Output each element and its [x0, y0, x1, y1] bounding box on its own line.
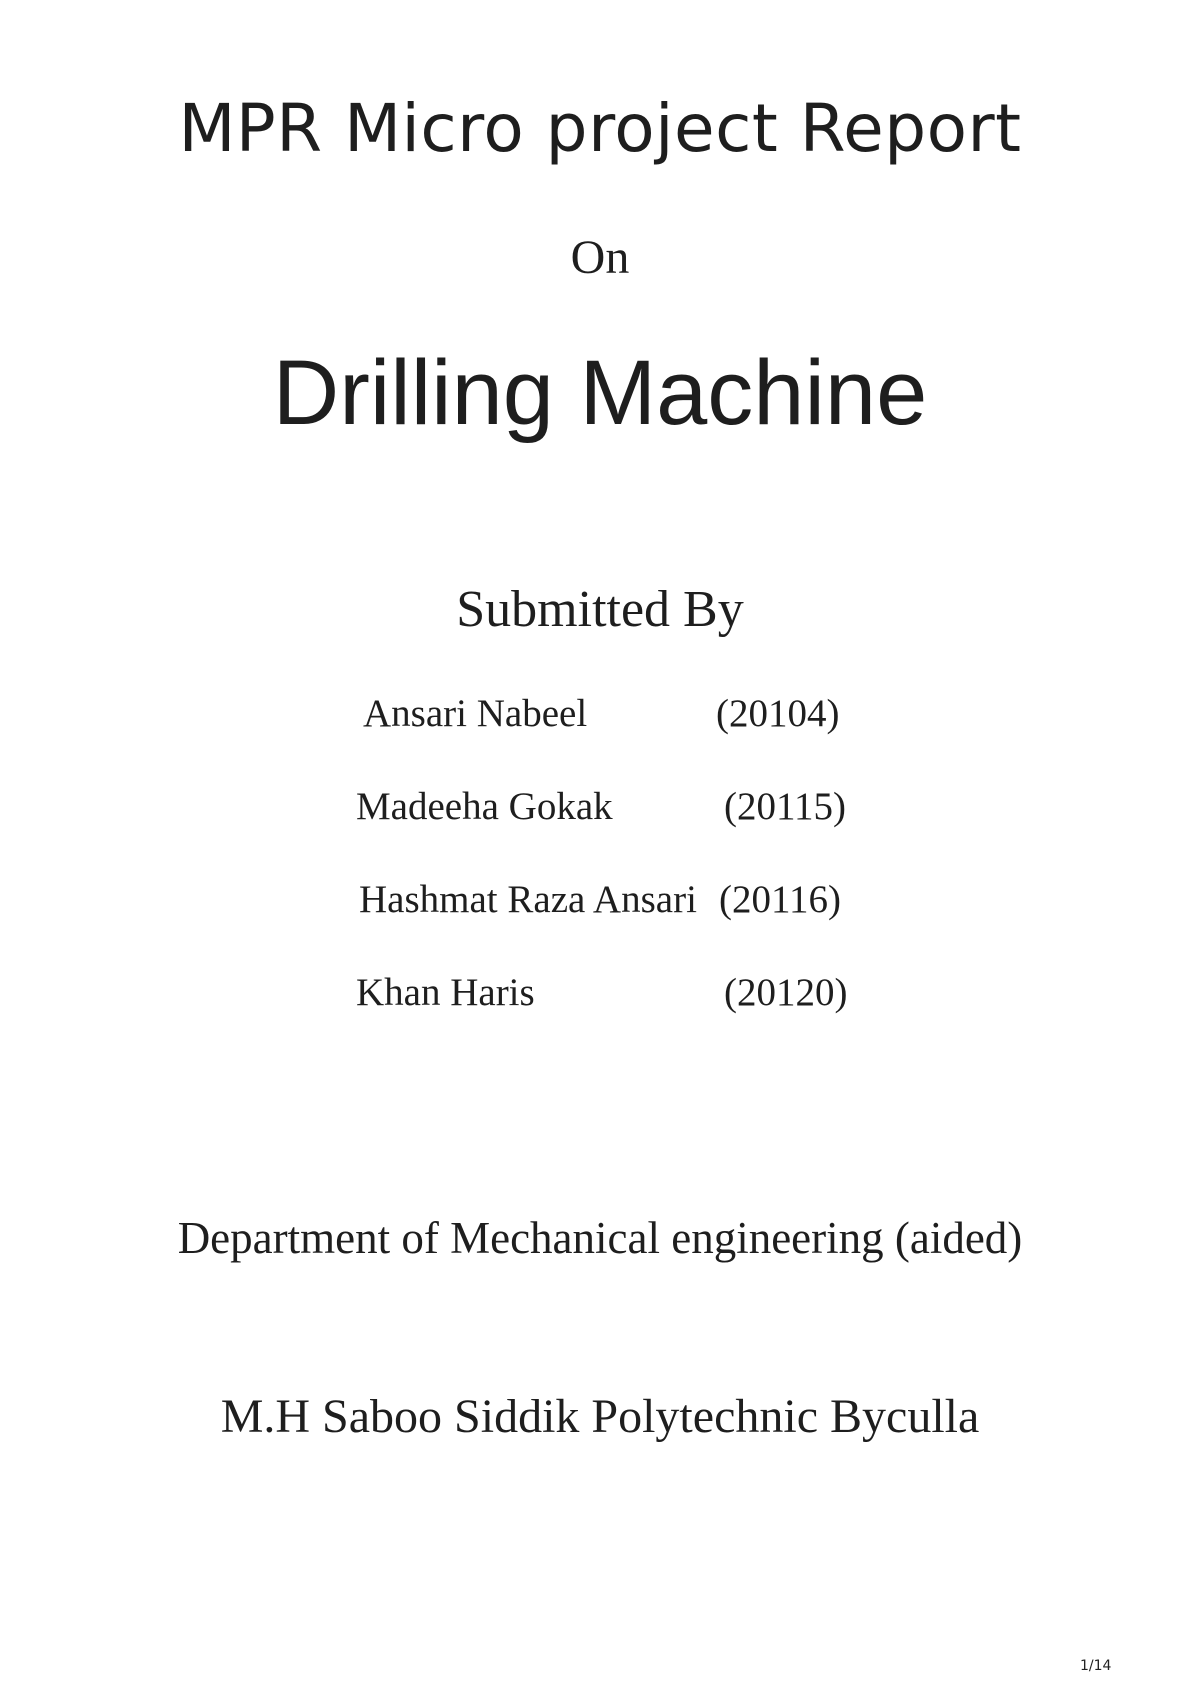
submitted-by-label: Submitted By [456, 581, 744, 638]
institute-name: M.H Saboo Siddik Polytechnic Byculla [220, 1390, 980, 1443]
report-title: MPR Micro project Report [178, 90, 1022, 167]
on-label: On [570, 231, 630, 284]
member-name: Ansari Nabeel [363, 692, 588, 735]
member-roll-number: (20116) [719, 878, 842, 921]
member-row [0, 690, 1200, 783]
member-row [0, 876, 1200, 969]
member-roll-number: (20120) [724, 971, 848, 1014]
member-name: Khan Haris [356, 971, 535, 1014]
member-name: Hashmat Raza Ansari [359, 878, 697, 921]
member-list [0, 690, 1200, 1062]
member-row [0, 969, 1200, 1062]
member-row [0, 783, 1200, 876]
member-name: Madeeha Gokak [356, 785, 613, 828]
department-name: Department of Mechanical engineering (aided) [177, 1213, 1023, 1263]
page-number: 1/14 [1080, 1658, 1112, 1674]
member-roll-number: (20115) [724, 785, 847, 828]
project-title: Drilling Machine [272, 342, 928, 444]
member-roll-number: (20104) [716, 692, 840, 735]
